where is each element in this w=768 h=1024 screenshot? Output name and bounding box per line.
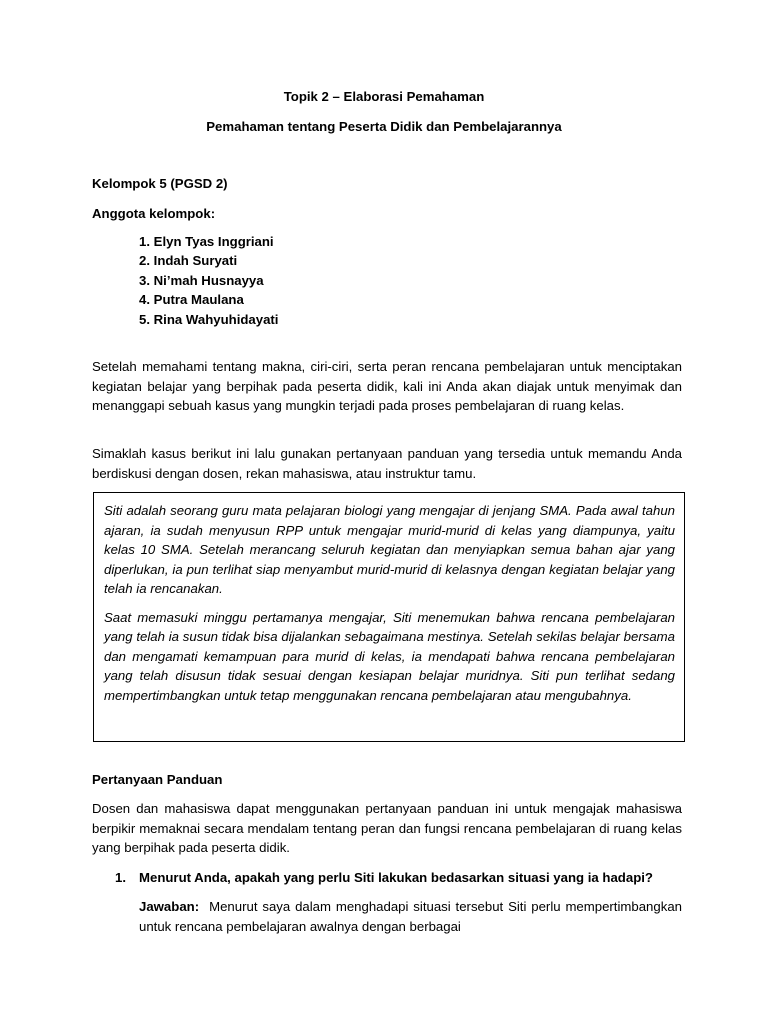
answer-text: Menurut saya dalam menghadapi situasi tersebut Siti perlu mempertimbangkan untuk rencana pembelajaran awalnya dengan berbagai bbox=[139, 899, 682, 934]
document-title: Topik 2 – Elaborasi Pemahaman bbox=[283, 89, 485, 104]
list-item: 5. Rina Wahyuhidayati bbox=[139, 311, 279, 327]
case-paragraph-1: Siti adalah seorang guru mata pelajaran biologi yang mengajar di jenjang SMA. Pada awal tahun ajaran, ia sudah menyusun RPP untuk mengajar murid-murid di kelas yang diampunya, yaitu kelas 10 SMA. Setelah merancang seluruh kegiatan dan menyiapkan semua bahan ajar yang diperlukan, ia pun terlihat siap menyambut murid-murid di kelasnya dengan kegiatan belajar yang telah ia rencanakan. bbox=[104, 503, 675, 596]
case-paragraph-2: Saat memasuki minggu pertamanya mengajar, Siti menemukan bahwa rencana pembelajaran yang telah ia susun tidak bisa dijalankan sebagaimana mestinya. Setelah sekilas belajar bersama dan mengamati kemampuan para murid di kelas, ia mendapati bahwa rencana pembelajaran yang telah disusun tidak sesuai dengan kesiapan belajar muridnya. Siti pun terlihat sedang mempertimbangkan untuk tetap menggunakan rencana pembelajaran atau mengubahnya. bbox=[104, 609, 675, 703]
list-item: 1. Elyn Tyas Inggriani bbox=[139, 234, 274, 249]
case-box bbox=[93, 492, 685, 742]
members-label: Anggota kelompok: bbox=[92, 206, 216, 221]
list-item: 3. Ni’mah Husnayya bbox=[139, 272, 264, 288]
answer-1 bbox=[139, 897, 682, 936]
document-subtitle: Pemahaman tentang Peserta Didik dan Pembelajarannya bbox=[206, 119, 562, 134]
question-number: 1. bbox=[115, 870, 126, 885]
list-item: 4. Putra Maulana bbox=[139, 292, 244, 308]
list-item: 2. Indah Suryati bbox=[139, 253, 238, 269]
answer-label: Jawaban: bbox=[139, 899, 200, 914]
intro-paragraph: Setelah memahami tentang makna, ciri-ciri, serta peran rencana pembelajaran untuk menciptakan kegiatan belajar yang berpihak pada peserta didik, kali ini Anda akan diajak untuk menyimak dan menanggapi sebuah kasus yang mungkin terjadi pada proses pembelajaran di ruang kelas. bbox=[92, 359, 682, 413]
group-name: Kelompok 5 (PGSD 2) bbox=[92, 176, 228, 191]
question-text: Menurut Anda, apakah yang perlu Siti lakukan bedasarkan situasi yang ia hadapi? bbox=[139, 870, 653, 885]
members-list bbox=[139, 232, 278, 329]
questions-heading: Pertanyaan Panduan bbox=[92, 772, 223, 787]
instruction-paragraph: Simaklah kasus berikut ini lalu gunakan pertanyaan panduan yang tersedia untuk memandu Anda berdiskusi dengan dosen, rekan mahasiswa, atau instruktur tamu. bbox=[92, 446, 682, 481]
questions-intro-paragraph: Dosen dan mahasiswa dapat menggunakan pertanyaan panduan ini untuk mengajak mahasiswa berpikir memaknai secara mendalam tentang peran dan fungsi rencana pembelajaran di ruang kelas yang berpihak pada peserta didik. bbox=[92, 801, 682, 855]
